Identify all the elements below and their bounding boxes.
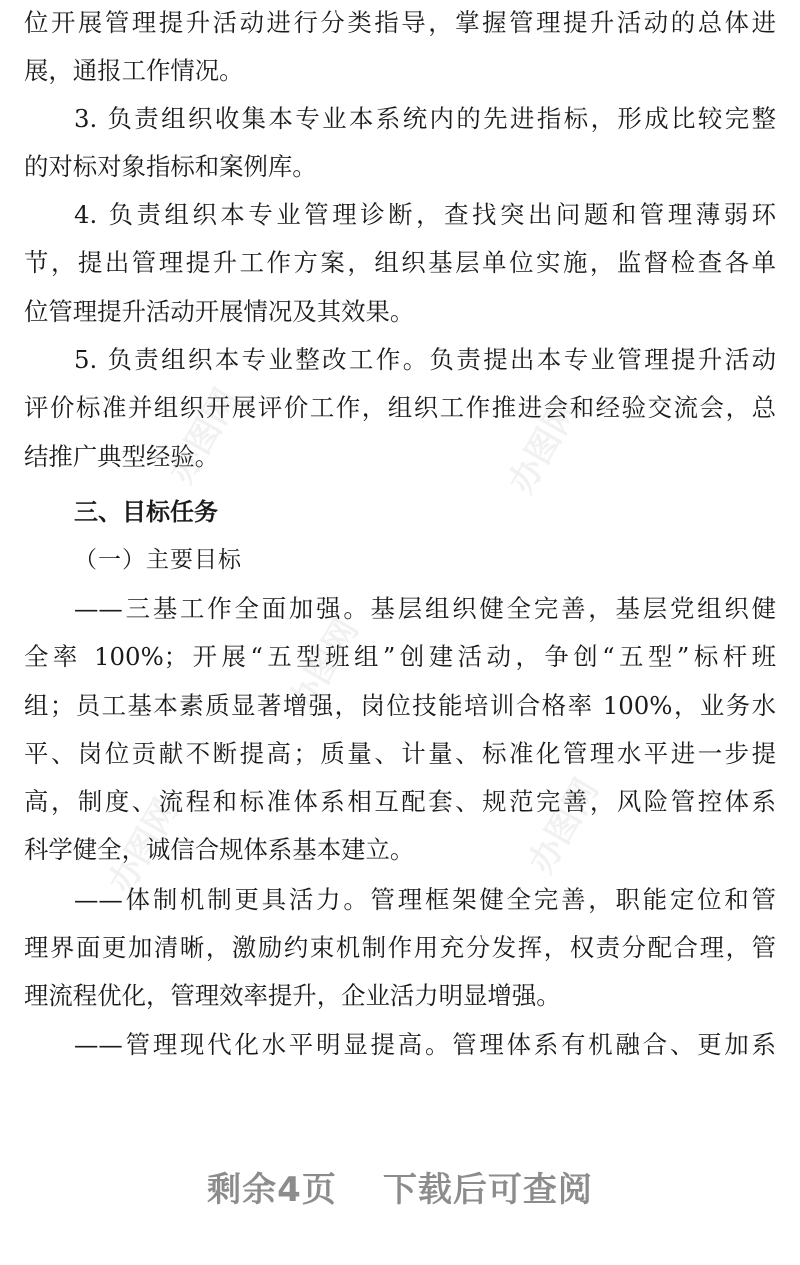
watermark: 办图网 [161,382,247,491]
goal2-line-2: 理界面更加清晰，激励约束机制作用充分发挥，权责分配合理，管 [24,933,776,962]
item4-line-3: 位管理提升活动开展情况及其效果。 [24,297,415,326]
goal1-line-3: 组；员工基本素质显著增强，岗位技能培训合格率 100%，业务水 [24,691,776,720]
item5-line-2: 评价标准并组织开展评价工作，组织工作推进会和经验交流会，总 [24,393,776,422]
remaining-pages-label: 剩余4页 [207,1170,337,1210]
item5-line-1: 5. 负责组织本专业整改工作。负责提出本专业管理提升活动 [74,345,776,374]
goal1-line-1: ——三基工作全面加强。基层组织健全完善，基层党组织健 [74,594,776,623]
watermark: 办图网 [521,772,607,881]
watermark: 办图网 [501,392,587,501]
goal2-line-1: ——体制机制更具活力。管理框架健全完善，职能定位和管 [74,885,776,914]
item4-line-1: 4. 负责组织本专业管理诊断，查找突出问题和管理薄弱环 [74,200,776,229]
item3-line-2: 的对标对象指标和案例库。 [24,152,317,181]
goal1-line-6: 科学健全，诚信合规体系基本建立。 [24,835,415,864]
download-banner[interactable] [0,1166,800,1214]
watermark: 办图网 [101,792,187,901]
goal1-line-4: 平、岗位贡献不断提高；质量、计量、标准化管理水平进一步提 [24,739,776,768]
item4-line-2: 节，提出管理提升工作方案，组织基层单位实施，监督检查各单 [24,248,776,277]
section-heading: 三、目标任务 [74,498,218,526]
goal1-line-5: 高，制度、流程和标准体系相互配套、规范完善，风险管控体系 [24,787,776,816]
download-prompt-label: 下载后可查阅 [382,1170,593,1210]
watermark: 办图网 [281,612,367,721]
goal1-line-2: 全率 100%；开展“五型班组”创建活动，争创“五型”标杆班 [24,642,776,671]
goal3-line-1: ——管理现代化水平明显提高。管理体系有机融合、更加系 [74,1030,776,1059]
subsection-heading: （一）主要目标 [74,547,242,573]
item5-line-3: 结推广典型经验。 [24,442,220,471]
intro-line-2: 展，通报工作情况。 [24,56,244,85]
intro-line-1: 位开展管理提升活动进行分类指导，掌握管理提升活动的总体进 [24,8,776,37]
item3-line-1: 3. 负责组织收集本专业本系统内的先进指标，形成比较完整 [74,104,776,133]
goal2-line-3: 理流程优化，管理效率提升，企业活力明显增强。 [24,981,561,1010]
